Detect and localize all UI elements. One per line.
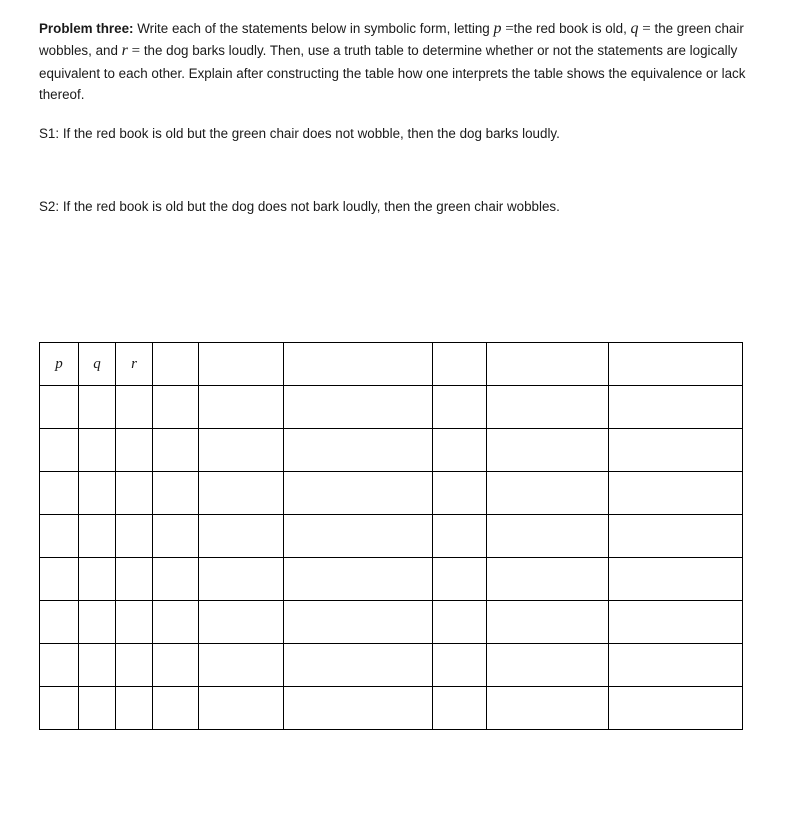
table-header-row [40, 343, 743, 386]
table-cell[interactable] [609, 687, 743, 730]
table-cell[interactable] [153, 472, 199, 515]
table-row [40, 515, 743, 558]
table-cell[interactable] [79, 386, 116, 429]
header-cell-r: r [116, 343, 153, 386]
table-cell[interactable] [284, 558, 433, 601]
statement-s1: S1: If the red book is old but the green chair does not wobble, then the dog barks loudly. [39, 126, 560, 141]
table-cell[interactable] [40, 644, 79, 687]
header-cell-q: q [79, 343, 116, 386]
header-cell[interactable] [433, 343, 487, 386]
table-cell[interactable] [284, 687, 433, 730]
table-row [40, 429, 743, 472]
table-row [40, 472, 743, 515]
table-cell[interactable] [153, 644, 199, 687]
table-cell[interactable] [116, 472, 153, 515]
table-cell[interactable] [40, 601, 79, 644]
table-cell[interactable] [487, 429, 609, 472]
header-cell[interactable] [609, 343, 743, 386]
table-cell[interactable] [609, 558, 743, 601]
table-cell[interactable] [284, 386, 433, 429]
table-cell[interactable] [487, 515, 609, 558]
table-cell[interactable] [116, 558, 153, 601]
table-cell[interactable] [199, 515, 284, 558]
table-cell[interactable] [40, 558, 79, 601]
table-cell[interactable] [284, 472, 433, 515]
table-cell[interactable] [153, 429, 199, 472]
r-variable: r [121, 42, 128, 60]
table-cell[interactable] [609, 429, 743, 472]
table-cell[interactable] [487, 386, 609, 429]
p-variable: p [493, 20, 502, 37]
header-cell[interactable] [153, 343, 199, 386]
table-cell[interactable] [433, 472, 487, 515]
table-cell[interactable] [116, 601, 153, 644]
table-cell[interactable] [284, 515, 433, 558]
problem-text [39, 18, 749, 106]
table-cell[interactable] [199, 687, 284, 730]
table-cell[interactable] [284, 429, 433, 472]
table-cell[interactable] [487, 472, 609, 515]
table-cell[interactable] [609, 515, 743, 558]
problem-intro: Write each of the statements below in symbolic form, letting [133, 21, 494, 36]
table-cell[interactable] [433, 601, 487, 644]
table-cell[interactable] [433, 687, 487, 730]
problem-instructions: . Then, use a truth table to determine whether or not the statements are logically equivalent to each other. Explain after constructing the table how one interprets the table shows the equivalence or lack thereof. [39, 43, 746, 103]
q-variable: q [630, 20, 639, 37]
table-cell[interactable] [79, 558, 116, 601]
r-definition: the dog barks loudly [143, 43, 263, 59]
equals-sign: = [642, 21, 651, 37]
table-cell[interactable] [433, 515, 487, 558]
truth-table [39, 342, 743, 730]
table-cell[interactable] [609, 386, 743, 429]
header-cell[interactable] [199, 343, 284, 386]
table-cell[interactable] [199, 472, 284, 515]
table-row [40, 386, 743, 429]
header-cell[interactable] [487, 343, 609, 386]
q-definition: the green chair wobbles, and [39, 21, 744, 59]
table-cell[interactable] [40, 515, 79, 558]
table-cell[interactable] [79, 601, 116, 644]
table-cell[interactable] [487, 687, 609, 730]
statement-s2: S2: If the red book is old but the dog does not bark loudly, then the green chair wobbles. [39, 199, 560, 214]
table-row [40, 601, 743, 644]
problem-heading: Problem three: [39, 21, 134, 36]
table-cell[interactable] [284, 644, 433, 687]
equals-sign: = [131, 43, 141, 60]
table-cell[interactable] [40, 472, 79, 515]
table-row [40, 644, 743, 687]
table-cell[interactable] [79, 429, 116, 472]
table-cell[interactable] [153, 386, 199, 429]
table-cell[interactable] [79, 515, 116, 558]
table-cell[interactable] [609, 472, 743, 515]
table-cell[interactable] [433, 644, 487, 687]
table-cell[interactable] [79, 472, 116, 515]
table-cell[interactable] [199, 386, 284, 429]
table-cell[interactable] [199, 558, 284, 601]
table-cell[interactable] [199, 601, 284, 644]
header-cell[interactable] [284, 343, 433, 386]
table-cell[interactable] [433, 429, 487, 472]
table-cell[interactable] [153, 687, 199, 730]
table-cell[interactable] [116, 386, 153, 429]
table-cell[interactable] [199, 644, 284, 687]
table-cell[interactable] [153, 515, 199, 558]
table-cell[interactable] [40, 386, 79, 429]
table-cell[interactable] [609, 644, 743, 687]
equals-sign: = [505, 21, 514, 37]
table-cell[interactable] [116, 515, 153, 558]
table-cell[interactable] [433, 386, 487, 429]
table-row [40, 558, 743, 601]
table-cell[interactable] [116, 687, 153, 730]
table-cell[interactable] [40, 429, 79, 472]
table-cell[interactable] [40, 687, 79, 730]
table-cell[interactable] [433, 558, 487, 601]
table-cell[interactable] [153, 601, 199, 644]
table-cell[interactable] [487, 601, 609, 644]
table-row [40, 687, 743, 730]
table-cell[interactable] [153, 558, 199, 601]
p-definition: the red book is old, [513, 21, 631, 36]
table-cell[interactable] [79, 687, 116, 730]
table-cell[interactable] [79, 644, 116, 687]
table-cell[interactable] [116, 644, 153, 687]
table-cell[interactable] [199, 429, 284, 472]
table-cell[interactable] [609, 601, 743, 644]
table-cell[interactable] [284, 601, 433, 644]
table-cell[interactable] [487, 644, 609, 687]
header-cell-p: p [40, 343, 79, 386]
table-cell[interactable] [116, 429, 153, 472]
table-cell[interactable] [487, 558, 609, 601]
